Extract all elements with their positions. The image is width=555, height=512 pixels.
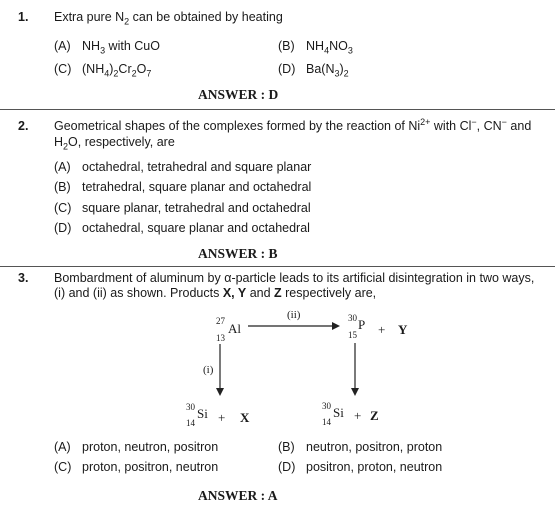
- q2-option-d: (D) octahedral, square planar and octahedral: [54, 221, 310, 235]
- q3-number: 3.: [18, 271, 29, 285]
- q3-option-c: (C) proton, positron, neutron: [54, 460, 219, 474]
- si-symbol: Si: [333, 405, 344, 420]
- q1-option-d: (D) $Ba(N_3)_2$: [278, 62, 349, 79]
- arrow-right-icon: [248, 320, 340, 332]
- q1-option-a: (A) $NH_3$ with CuO: [54, 39, 160, 56]
- arrow-i-label: (i): [203, 364, 214, 376]
- p-symbol: P: [358, 317, 366, 332]
- product-x: X: [240, 410, 250, 425]
- plus-sign: +: [354, 408, 362, 423]
- q1-option-c: (C) $(NH_4)_2Cr_2O_7$: [54, 62, 152, 79]
- q1-question-text: Extra pure $N_2$ can be obtained by heating: [54, 10, 283, 27]
- q2-answer: ANSWER : B: [198, 246, 278, 261]
- q2-option-b: (B) tetrahedral, square planar and octahedral: [54, 180, 312, 194]
- si-atomic-number: 14: [322, 417, 331, 427]
- al-mass-number: 27: [216, 316, 225, 326]
- plus-sign: +: [218, 410, 226, 425]
- q3-option-a: (A) proton, neutron, positron: [54, 440, 219, 454]
- q3-answer: ANSWER : A: [198, 488, 278, 503]
- si-mass-number: 30: [186, 402, 195, 412]
- q1-answer: ANSWER : D: [198, 87, 279, 102]
- al-atomic-number: 13: [216, 333, 225, 343]
- q3-question-line2: (i) and (ii) as shown. Products X, Y and Z respectively are,: [54, 286, 377, 300]
- p-mass-number: 30: [348, 313, 357, 323]
- divider: [0, 266, 555, 267]
- plus-sign: +: [378, 322, 386, 337]
- q2-option-a: (A) octahedral, tetrahedral and square planar: [54, 160, 312, 174]
- q3-question-line1: Bombardment of aluminum by α-particle leads to its artificial disintegration in two ways,: [54, 271, 535, 285]
- arrow-ii-label: (ii): [287, 309, 301, 321]
- al-symbol: Al: [228, 321, 241, 336]
- p-atomic-number: 15: [348, 330, 357, 340]
- arrow-down-icon: [214, 344, 226, 396]
- q3-option-b: (B) neutron, positron, proton: [278, 440, 443, 454]
- product-y: Y: [398, 322, 408, 337]
- q3-option-d: (D) positron, proton, neutron: [278, 460, 443, 474]
- si-mass-number: 30: [322, 401, 331, 411]
- q1-option-b: (B) $NH_4NO_3$: [278, 39, 353, 56]
- si-symbol: Si: [197, 406, 208, 421]
- q2-number: 2.: [18, 119, 29, 133]
- arrow-down-icon: [349, 343, 361, 396]
- q1-number: 1.: [18, 10, 29, 24]
- q2-question-line1: Geometrical shapes of the complexes formed by the reaction of $Ni^{2+}$ with Cl−, CN− and: [54, 116, 532, 133]
- divider: [0, 109, 555, 110]
- q2-option-c: (C) square planar, tetrahedral and octahedral: [54, 201, 311, 215]
- product-z: Z: [370, 408, 379, 423]
- si-atomic-number: 14: [186, 418, 195, 428]
- q2-question-line2: $H_2O$, respectively, are: [54, 135, 175, 152]
